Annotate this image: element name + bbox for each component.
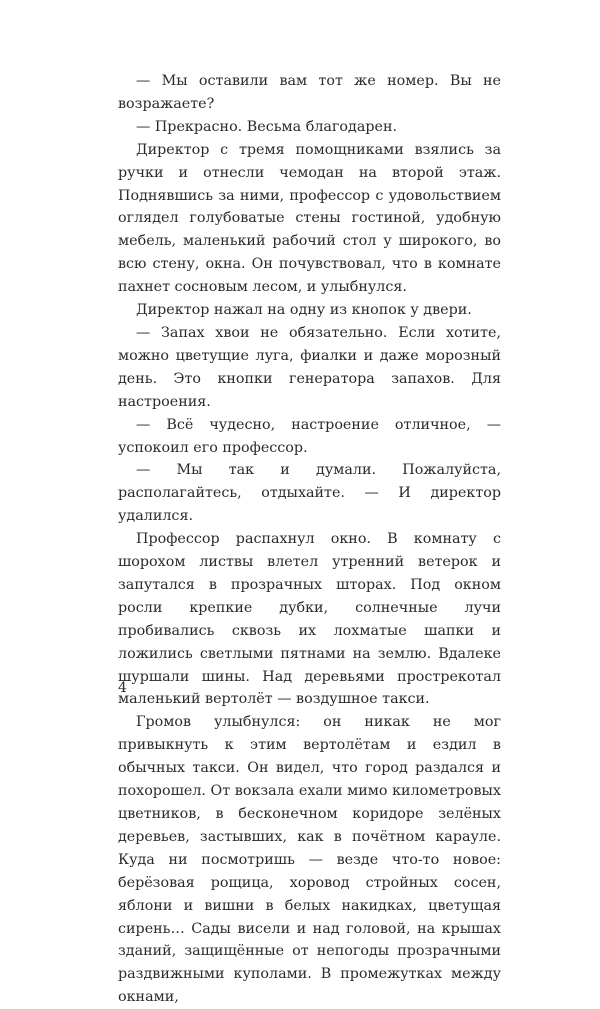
paragraph: Профессор распахнул окно. В комнату с шорохом листвы влетел утренний ветерок и запутался в прозрачных шторах. Под окном росли крепкие дубки, солнечные лучи пробивались сквозь их лохматые шапки и ложились светлыми пятнами на землю. Вдалеке шуршали шины. Над деревьями прострекотал маленький вертолёт — воздушное такси.	[118, 531, 501, 708]
page-number: 4	[118, 680, 127, 696]
body-text	[118, 70, 501, 1009]
paragraph: — Всё чудесно, настроение отличное, — успокоил его профессор.	[118, 416, 501, 456]
paragraph: Громов улыбнулся: он никак не мог привыкнуть к этим вертолётам и ездил в обычных такси. Он видел, что город раздался и похорошел. От вокзала ехали мимо километровых цветников, в бесконечном коридоре зелёных деревьев, застывших, как в почётном карауле. Куда ни посмотришь — везде что-то новое: берёзовая рощица, хоровод стройных сосен, яблони и вишни в белых накидках, цветущая сирень… Сады висели и над головой, на крышах зданий, защищённые от непогоды прозрачными раздвижными куполами. В промежутках между окнами,	[118, 714, 501, 1006]
paragraph: — Мы так и думали. Пожалуйста, располагайтесь, отдыхайте. — И директор удалился.	[118, 462, 501, 525]
paragraph: — Мы оставили вам тот же номер. Вы не возражаете?	[118, 73, 501, 112]
paragraph: — Прекрасно. Весьма благодарен.	[136, 118, 398, 135]
paragraph: Директор нажал на одну из кнопок у двери.	[136, 302, 472, 319]
paragraph: — Запах хвои не обязательно. Если хотите, можно цветущие луга, фиалки и даже морозный день. Это кнопки генератора запахов. Для настроения.	[118, 324, 501, 410]
paragraph: Директор с тремя помощниками взялись за ручки и отнесли чемодан на второй этаж. Поднявшись за ними, профессор с удовольствием оглядел голубоватые стены гостиной, удобную мебель, маленький рабочий стол у широкого, во всю стену, окна. Он почувствовал, что в комнате пахнет сосновым лесом, и улыбнулся.	[118, 141, 501, 296]
